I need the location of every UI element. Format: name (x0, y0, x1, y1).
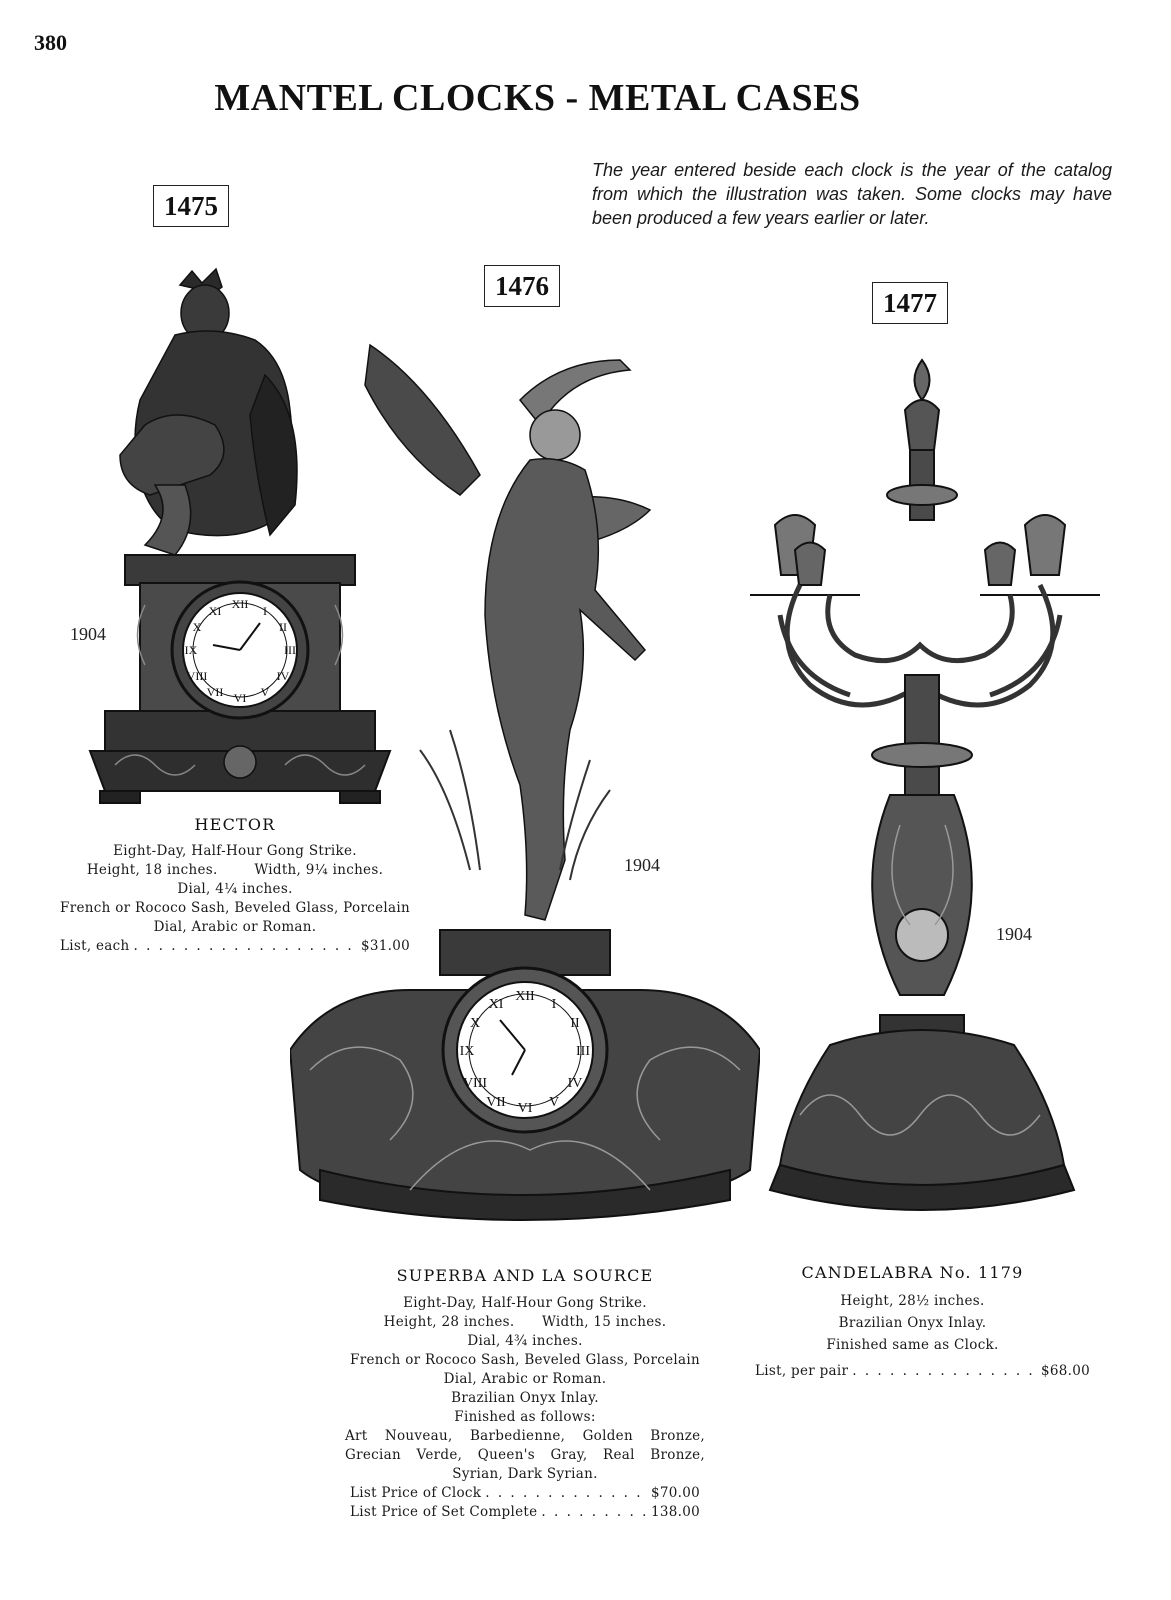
price-label: List Price of Clock (350, 1485, 482, 1501)
svg-text:XII: XII (515, 989, 535, 1004)
svg-text:III: III (284, 643, 296, 657)
svg-text:XI: XI (488, 997, 504, 1012)
candelabra-detail-line: Finished same as Clock. (826, 1337, 999, 1353)
svg-text:I: I (263, 604, 267, 618)
superba-detail-line: Eight-Day, Half-Hour Gong Strike. (403, 1295, 647, 1311)
catalog-year-note: The year entered beside each clock is the year of the catalog from which the illustration was taken. Some clocks may have been produced a few years earlier or later. (592, 160, 1112, 228)
superba-detail-line: Finished as follows: (454, 1409, 596, 1425)
svg-text:IV: IV (276, 669, 290, 683)
superba-finishes: Art Nouveau, Barbedienne, Golden Bronze, Grecian Verde, Queen's Gray, Real Bronze, Syrian, Dark Syrian. (345, 1428, 705, 1482)
superba-clock-illustration (290, 330, 760, 1230)
superba-detail-line: French or Rococo Sash, Beveled Glass, Porcelain (350, 1352, 700, 1368)
price-label: List Price of Set Complete (350, 1504, 538, 1520)
svg-text:VII: VII (486, 1095, 506, 1110)
svg-text:III: III (576, 1044, 590, 1059)
list-label: List, each (60, 938, 130, 954)
page-title: MANTEL CLOCKS - METAL CASES (214, 77, 861, 119)
svg-text:XI: XI (208, 604, 222, 618)
svg-text:IX: IX (184, 643, 198, 657)
svg-text:VIII: VIII (462, 1076, 488, 1091)
candelabra-detail-line: Height, 28½ inches. (840, 1293, 985, 1309)
list-label: List, per pair (755, 1363, 849, 1379)
list-price: $31.00 (360, 938, 410, 954)
price-value: $70.00 (650, 1485, 700, 1501)
year-1475: 1904 (70, 624, 106, 644)
leader-dots (485, 1484, 647, 1503)
year-1477: 1904 (996, 924, 1032, 944)
price-value: 138.00 (650, 1504, 700, 1520)
superba-detail-line: Brazilian Onyx Inlay. (451, 1390, 599, 1406)
hector-detail-line: Eight-Day, Half-Hour Gong Strike. (113, 843, 357, 859)
svg-text:V: V (548, 1095, 560, 1110)
superba-detail-line: Height, 28 inches. Width, 15 inches. (383, 1314, 667, 1330)
svg-text:I: I (551, 997, 557, 1012)
svg-text:V: V (260, 685, 270, 699)
candelabra-illustration (740, 355, 1115, 1235)
leader-dots (852, 1362, 1037, 1381)
svg-text:IV: IV (567, 1076, 583, 1091)
superba-details (345, 1294, 705, 1427)
candelabra-list-price-row (755, 1362, 1090, 1381)
catalog-number-1475: 1475 (153, 185, 229, 227)
year-1476: 1904 (624, 855, 660, 875)
svg-text:X: X (469, 1016, 481, 1031)
svg-text:VI: VI (517, 1101, 533, 1116)
hector-detail-line: French or Rococo Sash, Beveled Glass, Porcelain (60, 900, 410, 916)
superba-price-row-set (350, 1503, 700, 1522)
svg-text:VIII: VIII (186, 669, 208, 683)
svg-text:II: II (279, 620, 287, 634)
svg-text:VI: VI (233, 691, 247, 705)
svg-text:XII: XII (231, 597, 249, 611)
svg-text:II: II (570, 1016, 580, 1031)
superba-detail-line: Dial, 4¾ inches. (467, 1333, 583, 1349)
clock-name-superba: SUPERBA AND LA SOURCE (396, 1266, 654, 1285)
svg-text:IX: IX (459, 1044, 475, 1059)
list-price: $68.00 (1040, 1363, 1090, 1379)
candelabra-detail-line: Brazilian Onyx Inlay. (838, 1315, 987, 1331)
catalog-number-1477: 1477 (872, 282, 948, 324)
hector-detail-line: Height, 18 inches. Width, 9¼ inches. (86, 862, 384, 878)
leader-dots (541, 1503, 647, 1522)
hector-detail-line: Dial, Arabic or Roman. (153, 919, 317, 935)
clock-name-candelabra: CANDELABRA No. 1179 (801, 1263, 1024, 1282)
svg-text:VII: VII (206, 685, 224, 699)
candelabra-details (740, 1292, 1085, 1355)
page-number: 380 (34, 30, 67, 55)
clock-name-hector: HECTOR (194, 815, 276, 834)
hector-detail-line: Dial, 4¼ inches. (177, 881, 293, 897)
superba-detail-line: Dial, Arabic or Roman. (443, 1371, 607, 1387)
superba-price-row-clock (350, 1484, 700, 1503)
svg-text:X: X (192, 620, 202, 634)
catalog-number-1476: 1476 (484, 265, 560, 307)
